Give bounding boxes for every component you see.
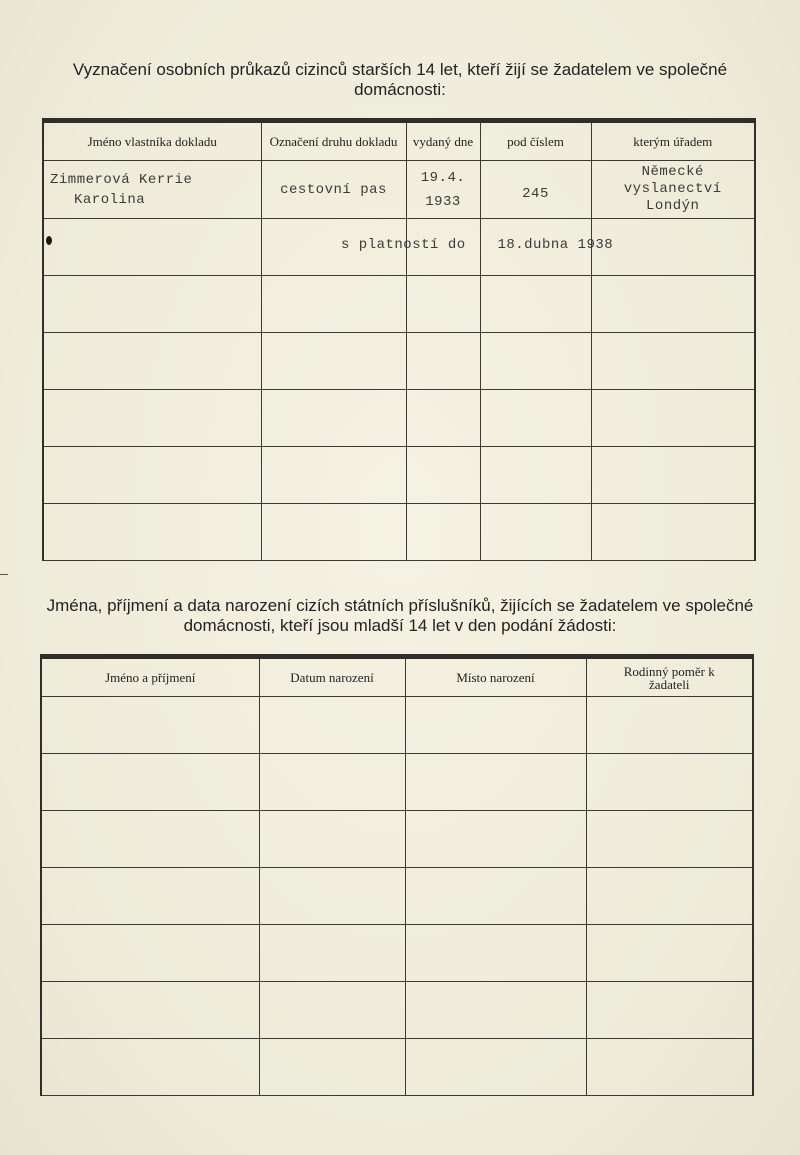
owner-name-line1: Zimmerová Kerrie (50, 171, 193, 188)
col-doc-number: pod číslem (480, 121, 591, 161)
table-row (41, 1039, 753, 1096)
table-row (43, 276, 755, 333)
table-row (43, 390, 755, 447)
office-line1: Německé (641, 164, 704, 180)
id-documents-table (42, 118, 756, 561)
validity-label: s platností do (341, 237, 466, 253)
table-row (43, 161, 755, 219)
table-row (43, 504, 755, 561)
section2-heading: Jména, příjmení a data narození cizích státních příslušníků, žijících se žadatelem ve společné domácnosti, kteří jsou mladší 14 let v den podání žádosti: (46, 596, 754, 635)
table-row (41, 925, 753, 982)
minors-table (40, 654, 754, 1096)
col-birth-place: Místo narození (405, 657, 586, 697)
table-row (43, 333, 755, 390)
col-issued-date: vydaný dne (406, 121, 480, 161)
doc-type-cell: cestovní pas (261, 161, 406, 219)
section1-heading: Vyznačení osobních průkazů cizinců starších 14 let, kteří žijí se žadatelem ve společné domácnosti: (72, 60, 728, 99)
table-row (43, 447, 755, 504)
col-owner-name: Jméno vlastníka dokladu (43, 121, 261, 161)
validity-line (341, 237, 613, 253)
table-row (41, 868, 753, 925)
ink-dot (46, 236, 52, 245)
owner-name-line2: Karolina (74, 191, 146, 208)
issued-date-line2: 1933 (425, 193, 461, 210)
table-row (41, 697, 753, 754)
issued-date-line1: 19.4. (420, 169, 466, 186)
validity-date: 18.dubna 1938 (497, 237, 614, 253)
table-row (41, 811, 753, 868)
col-full-name: Jméno a příjmení (41, 657, 259, 697)
col-doc-type: Označení druhu dokladu (261, 121, 406, 161)
col-issuing-office: kterým úřadem (591, 121, 755, 161)
margin-mark (0, 574, 8, 575)
office-line2: vyslanectví (623, 181, 722, 197)
table-row (41, 754, 753, 811)
issuing-office-cell (591, 161, 755, 219)
col-family-relation: Rodinný poměr k žadateli (586, 657, 753, 697)
doc-number-cell: 245 (480, 161, 591, 219)
owner-name-cell (43, 161, 261, 219)
issued-date-cell (406, 161, 480, 219)
office-line3: Londýn (646, 198, 700, 214)
col-birth-date: Datum narození (259, 657, 405, 697)
table-row (41, 982, 753, 1039)
